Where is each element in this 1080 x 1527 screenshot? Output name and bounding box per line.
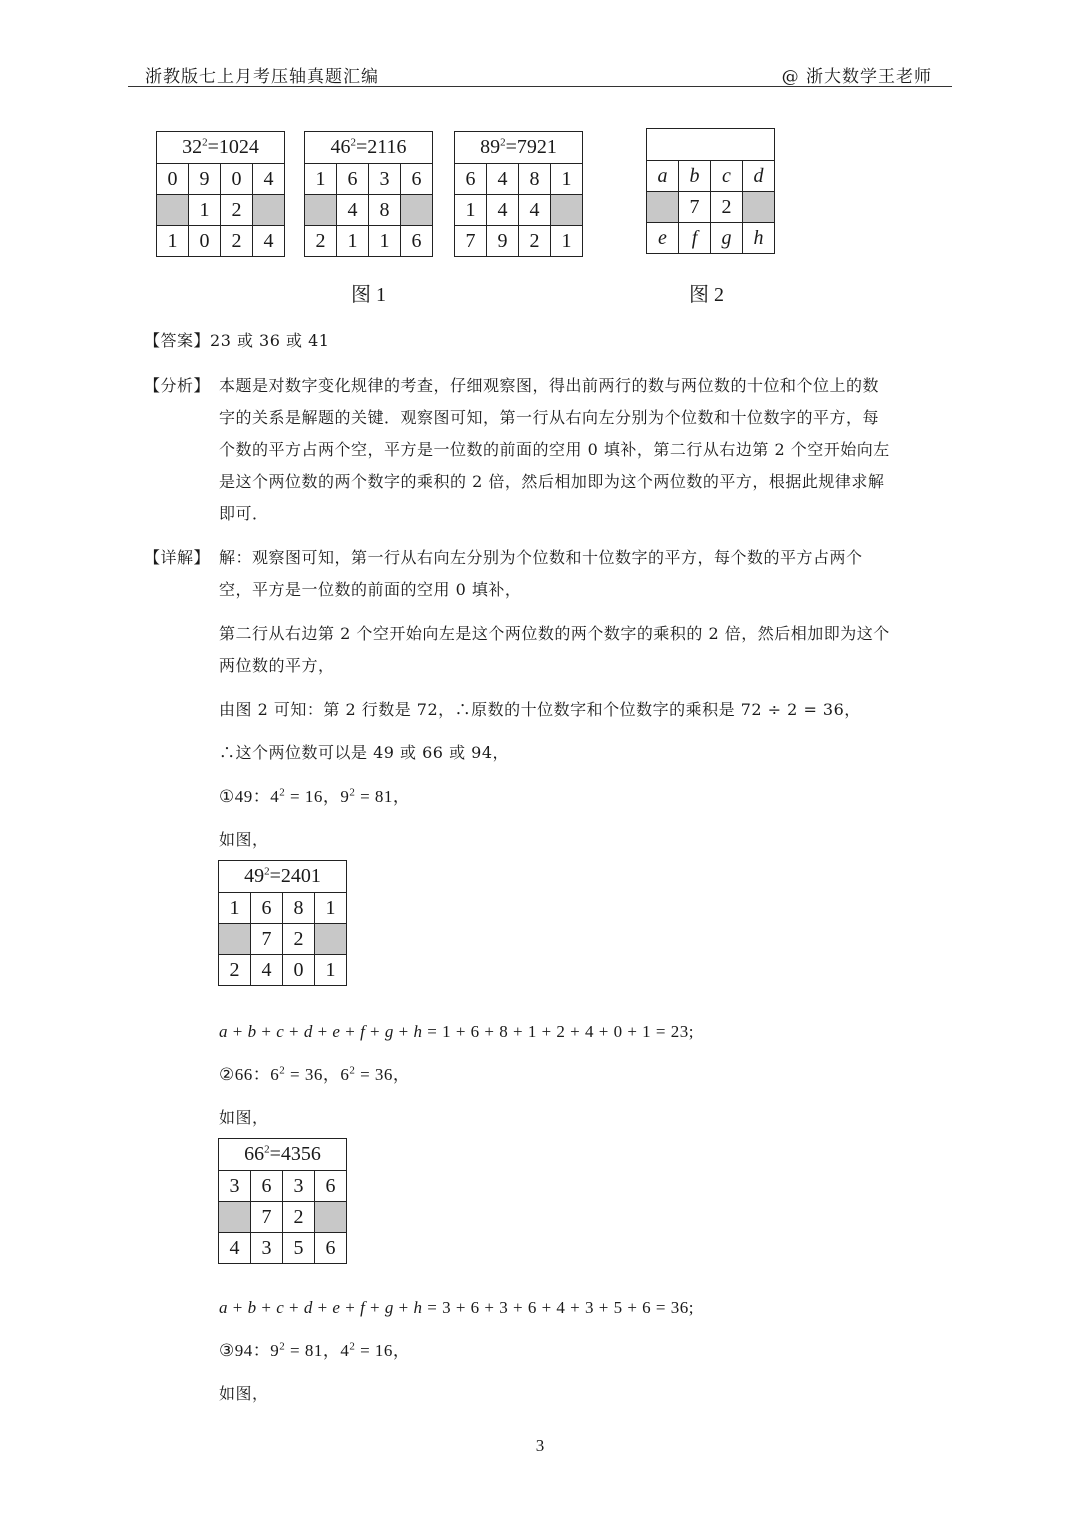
grid-cell: 7 xyxy=(251,1202,283,1233)
figure2-caption: 图 2 xyxy=(689,284,724,306)
case1-ruzu: 如图， xyxy=(219,830,269,849)
answer-tag: 【答案】 xyxy=(144,331,211,350)
grid-cell-shaded xyxy=(219,1202,251,1233)
analysis-line: 字的关系是解题的关键．观察图可知，第一行从右向左分别为个位数和十位数字的平方，每 xyxy=(219,408,880,427)
grid-cell: f xyxy=(679,223,711,254)
grid-cell: 3 xyxy=(219,1171,251,1202)
grid-cell: 0 xyxy=(283,955,315,986)
grid-66 xyxy=(218,1138,347,1264)
grid-cell: 1 xyxy=(219,893,251,924)
grid-cell: 2 xyxy=(305,226,337,257)
grid-cell: 2 xyxy=(283,1202,315,1233)
grid-cell: 1 xyxy=(369,226,401,257)
figure1-caption: 图 1 xyxy=(351,284,386,306)
grid-cell: a xyxy=(647,161,679,192)
grid-cell-shaded xyxy=(219,924,251,955)
grid-cell: 0 xyxy=(157,164,189,195)
figure1-grid-46 xyxy=(304,131,433,257)
grid-cell: 4 xyxy=(219,1233,251,1264)
case3-line: ③94：$9^2 = 81$，$4^2 = 16$， xyxy=(219,1340,411,1360)
grid-cell: 7 xyxy=(251,924,283,955)
grid-cell: 6 xyxy=(315,1171,347,1202)
analysis-line: 是这个两位数的两个数字的乘积的 2 倍，然后相加即为这个两位数的平方，根据此规律求解 xyxy=(219,472,885,491)
grid-cell: 6 xyxy=(455,164,487,195)
grid-cell: 6 xyxy=(315,1233,347,1264)
grid-cell: 7 xyxy=(679,192,711,223)
grid-cell: 3 xyxy=(369,164,401,195)
grid-cell: b xyxy=(679,161,711,192)
grid-header: $66^2=4356$ xyxy=(219,1139,347,1171)
grid-cell: 6 xyxy=(251,893,283,924)
grid-cell: 4 xyxy=(519,195,551,226)
grid-cell: 4 xyxy=(253,226,285,257)
grid-cell-shaded xyxy=(315,1202,347,1233)
grid-cell: 3 xyxy=(283,1171,315,1202)
grid-cell-shaded xyxy=(253,195,285,226)
answer-text: 23 或 36 或 41 xyxy=(210,331,330,350)
grid-cell: 9 xyxy=(487,226,519,257)
case1-line: ①49：$4^2 = 16$，$9^2 = 81$， xyxy=(219,786,411,806)
detail-tag: 【详解】 xyxy=(144,548,211,567)
case2-ruzu: 如图， xyxy=(219,1108,269,1127)
grid-cell: 5 xyxy=(283,1233,315,1264)
grid-cell: 3 xyxy=(251,1233,283,1264)
grid-cell: 4 xyxy=(253,164,285,195)
grid-cell: 0 xyxy=(189,226,221,257)
grid-cell: 8 xyxy=(519,164,551,195)
grid-cell-shaded xyxy=(647,192,679,223)
analysis-line: 本题是对数字变化规律的考查，仔细观察图，得出前两行的数与两位数的十位和个位上的数 xyxy=(219,376,880,395)
figure2-grid xyxy=(646,128,775,254)
sum1-line: a + b + c + d + e + f + g + h = 1 + 6 + 8 + 1 + 2 + 4 + 0 + 1 = 23; xyxy=(219,1022,694,1041)
grid-cell: 2 xyxy=(283,924,315,955)
analysis-line: 即可． xyxy=(219,504,269,523)
grid-cell: e xyxy=(647,223,679,254)
figure1-grid-89 xyxy=(454,131,583,257)
grid-cell: 7 xyxy=(455,226,487,257)
sum2-line: a + b + c + d + e + f + g + h = 3 + 6 + 3 + 6 + 4 + 3 + 5 + 6 = 36; xyxy=(219,1298,694,1317)
analysis-line: 个数的平方占两个空，平方是一位数的前面的空用 0 填补，第二行从右边第 2 个空开始向左 xyxy=(219,440,890,459)
grid-cell: 6 xyxy=(401,164,433,195)
grid-header: $32^2=1024$ xyxy=(157,132,285,164)
page-number: 3 xyxy=(535,1436,545,1455)
grid-cell-shaded xyxy=(401,195,433,226)
header-author: @ 浙大数学王老师 xyxy=(781,67,932,87)
detail-line: 第二行从右边第 2 个空开始向左是这个两位数的两个数字的乘积的 2 倍，然后相加即为这个 xyxy=(219,624,890,643)
grid-cell: 2 xyxy=(711,192,743,223)
grid-cell: 1 xyxy=(315,955,347,986)
case3-ruzu: 如图， xyxy=(219,1384,269,1403)
grid-cell-shaded xyxy=(743,192,775,223)
grid-cell: 1 xyxy=(315,893,347,924)
figure1-grid-32 xyxy=(156,131,285,257)
grid-cell: 4 xyxy=(251,955,283,986)
grid-cell-shaded xyxy=(551,195,583,226)
grid-cell: 6 xyxy=(251,1171,283,1202)
grid-cell: 9 xyxy=(189,164,221,195)
grid-cell: 4 xyxy=(487,164,519,195)
grid-cell-shaded xyxy=(305,195,337,226)
grid-header: $89^2=7921$ xyxy=(455,132,583,164)
detail-line: ∴这个两位数可以是 49 或 66 或 94， xyxy=(219,743,510,762)
grid-cell: g xyxy=(711,223,743,254)
grid-cell: 8 xyxy=(283,893,315,924)
grid-cell: 0 xyxy=(221,164,253,195)
case2-line: ②66：$6^2 = 36$，$6^2 = 36$， xyxy=(219,1064,411,1084)
detail-line: 两位数的平方， xyxy=(219,656,335,675)
grid-cell: 1 xyxy=(157,226,189,257)
grid-cell: 2 xyxy=(219,955,251,986)
grid-cell: 2 xyxy=(221,226,253,257)
grid-cell-shaded xyxy=(157,195,189,226)
grid-header: $49^2=2401$ xyxy=(219,861,347,893)
grid-cell-shaded xyxy=(315,924,347,955)
analysis-tag: 【分析】 xyxy=(144,376,211,395)
grid-cell: 2 xyxy=(221,195,253,226)
grid-cell: d xyxy=(743,161,775,192)
grid-cell: 1 xyxy=(551,164,583,195)
grid-cell: 8 xyxy=(369,195,401,226)
grid-cell: 2 xyxy=(519,226,551,257)
grid-cell: 1 xyxy=(305,164,337,195)
detail-line: 由图 2 可知：第 2 行数是 72，∴原数的十位数字和个位数字的乘积是 72 ÷ 2 = 36， xyxy=(219,700,861,719)
grid-header: $46^2=2116$ xyxy=(305,132,433,164)
grid-header-empty xyxy=(647,129,775,161)
header-divider xyxy=(128,86,952,87)
answer-line xyxy=(144,325,329,357)
detail-line: 空，平方是一位数的前面的空用 0 填补， xyxy=(219,580,522,599)
grid-cell: c xyxy=(711,161,743,192)
grid-cell: 6 xyxy=(401,226,433,257)
grid-cell: 1 xyxy=(455,195,487,226)
grid-cell: 4 xyxy=(337,195,369,226)
grid-cell: 1 xyxy=(189,195,221,226)
grid-cell: 1 xyxy=(551,226,583,257)
grid-49 xyxy=(218,860,347,986)
grid-cell: 1 xyxy=(337,226,369,257)
grid-cell: 6 xyxy=(337,164,369,195)
grid-cell: h xyxy=(743,223,775,254)
header-title: 浙教版七上月考压轴真题汇编 xyxy=(145,67,379,87)
grid-cell: 4 xyxy=(487,195,519,226)
detail-line: 解：观察图可知，第一行从右向左分别为个位数和十位数字的平方，每个数的平方占两个 xyxy=(219,548,863,567)
